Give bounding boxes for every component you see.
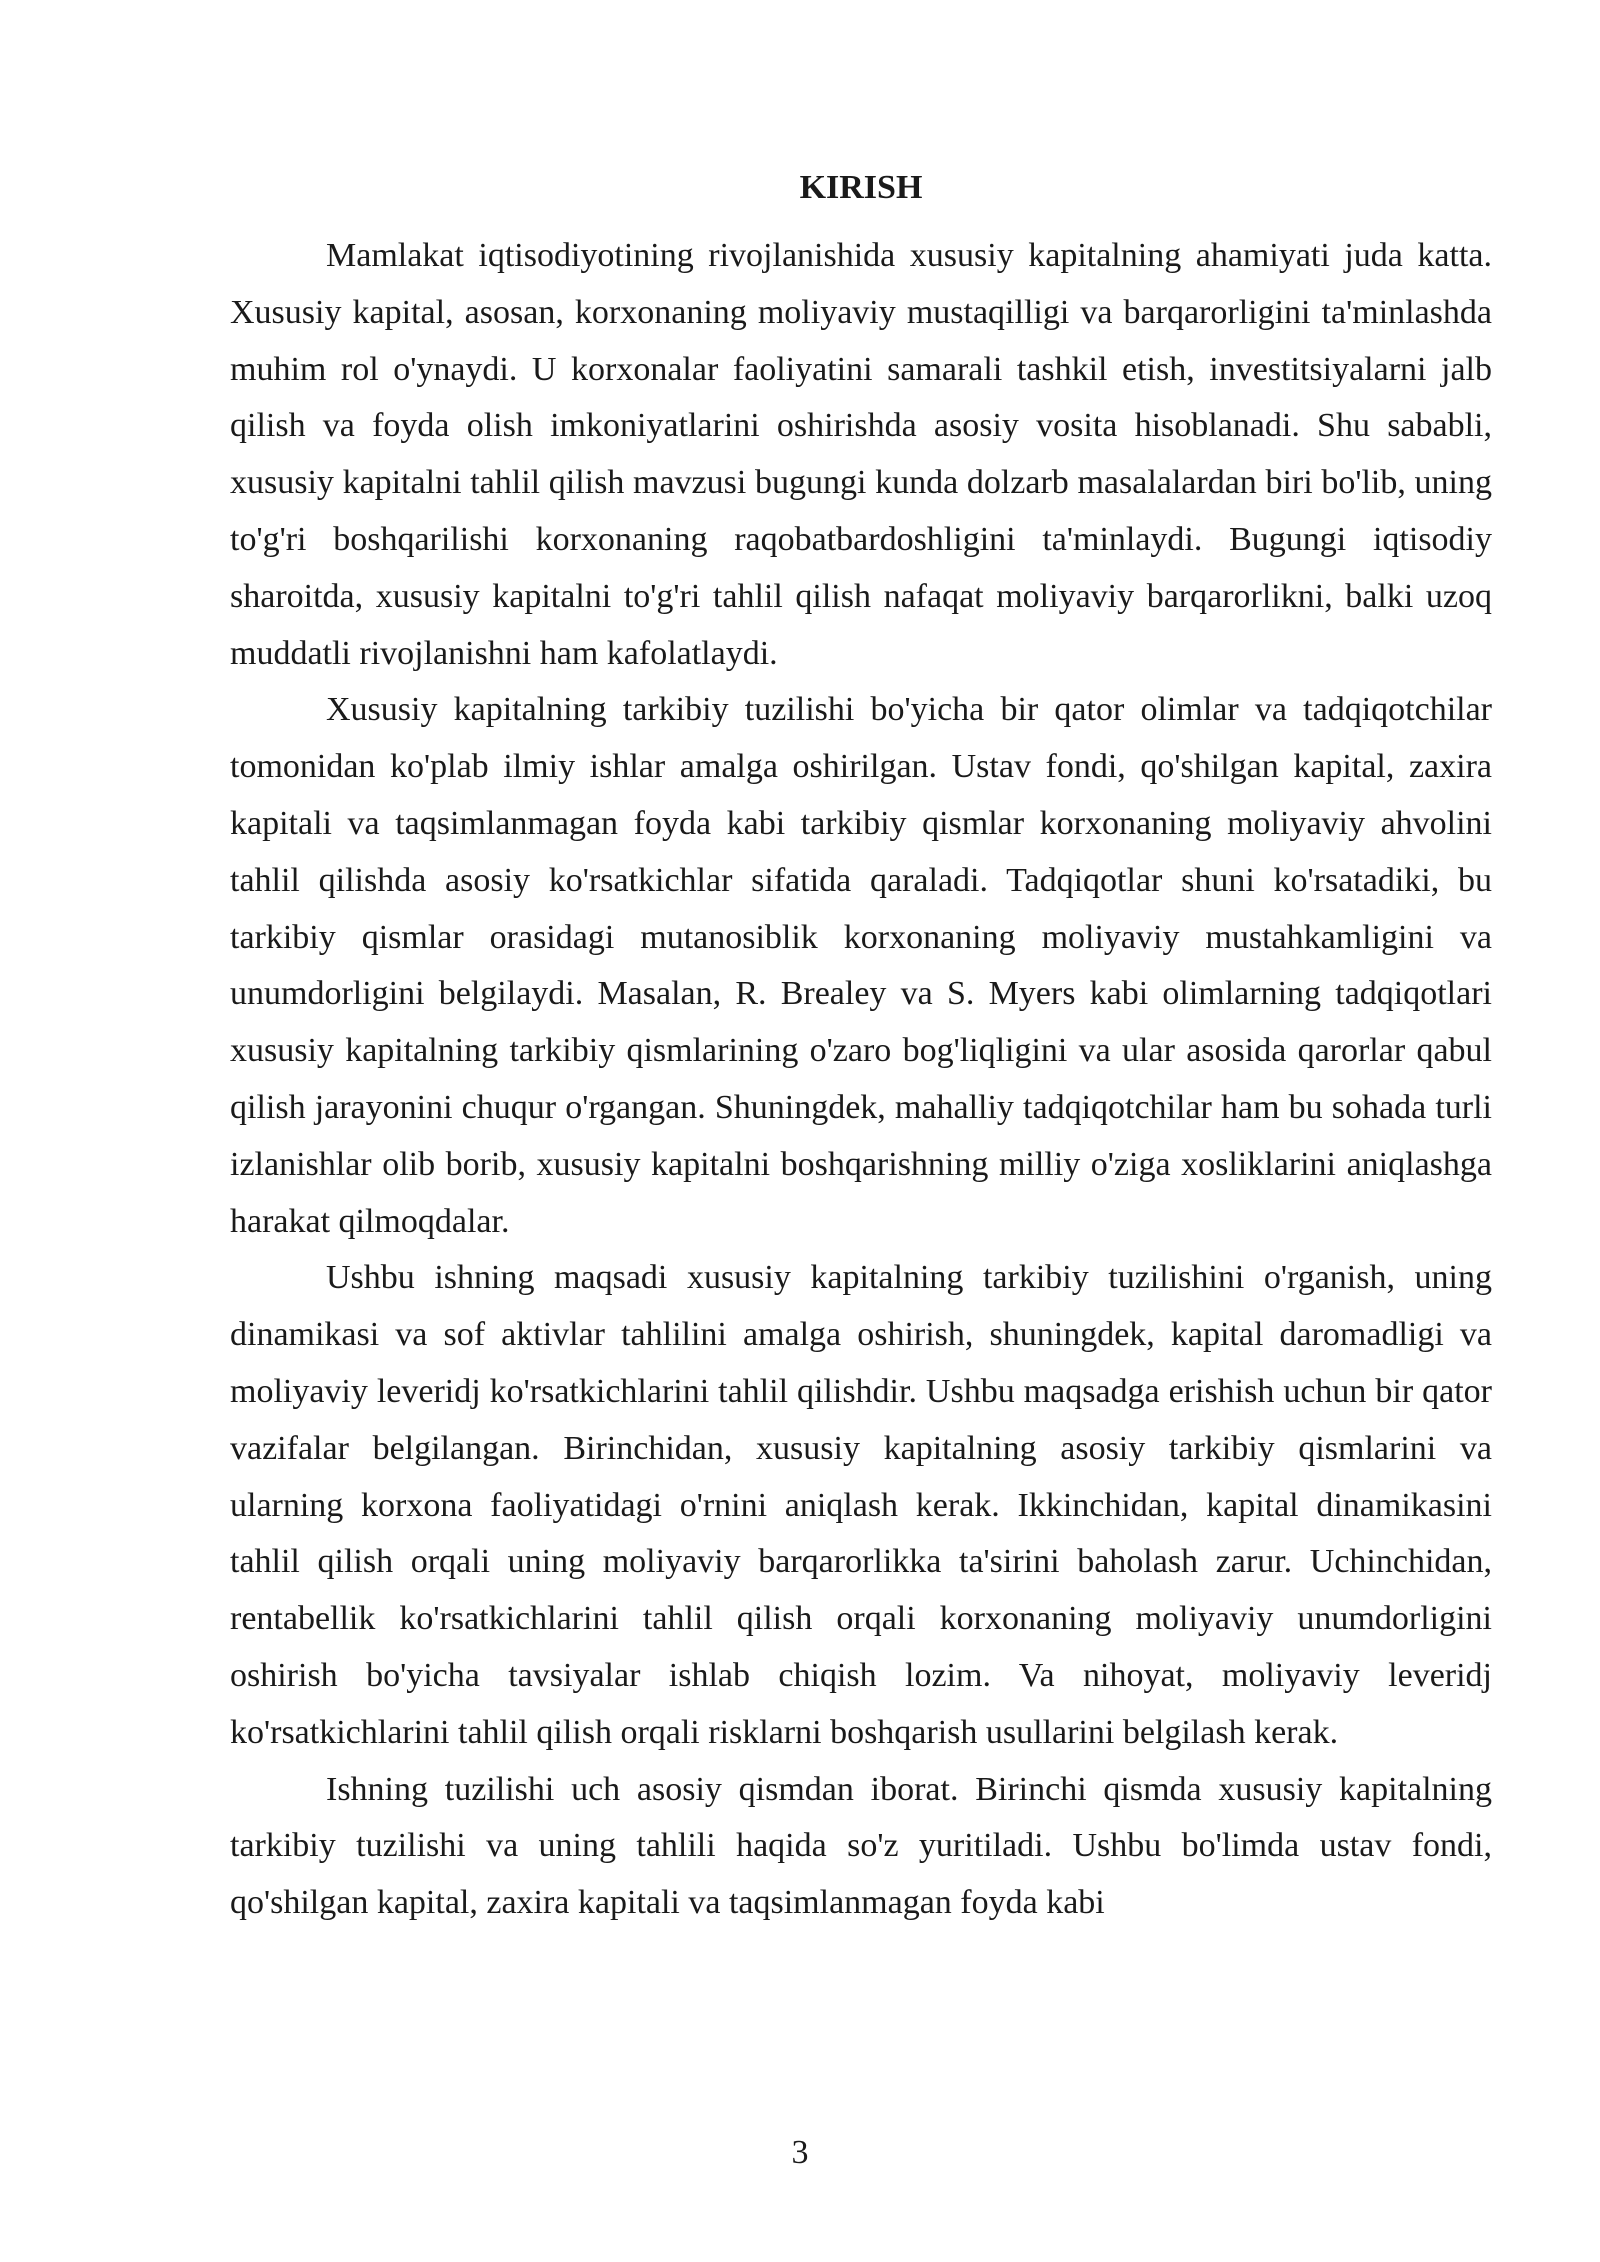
paragraph-2: Xususiy kapitalning tarkibiy tuzilishi bo'yicha bir qator olimlar va tadqiqotchilar tomonidan ko'plab ilmiy ishlar amalga oshirilgan. Ustav fondi, qo'shilgan kapital, zaxira kapitali va taqsimlanmagan foyda kabi tarkibiy qismlar korxonaning moliyaviy ahvolini tahlil qilishda asosiy ko'rsatkichlar sifatida qaraladi. Tadqiqotlar shuni ko'rsatadiki, bu tarkibiy qismlar orasidagi mutanosiblik korxonaning moliyaviy mustahkamligini va unumdorligini belgilaydi. Masalan, R. Brealey va S. Myers kabi olimlarning tadqiqotlari xususiy kapitalning tarkibiy qismlarining o'zaro bog'liqligini va ular asosida qarorlar qabul qilish jarayonini chuqur o'rgangan. Shuningdek, mahalliy tadqiqotchilar ham bu sohada turli izlanishlar olib borib, xususiy kapitalni boshqarishning milliy o'ziga xosliklarini aniqlashga harakat qilmoqdalar. <box>230 691 1492 1240</box>
paragraph-3: Ushbu ishning maqsadi xususiy kapitalning tarkibiy tuzilishini o'rganish, uning dinamikasi va sof aktivlar tahlilini amalga oshirish, shuningdek, kapital daromadligi va moliyaviy leveridj ko'rsatkichlarini tahlil qilishdir. Ushbu maqsadga erishish uchun bir qator vazifalar belgilangan. Birinchidan, xususiy kapitalning asosiy tarkibiy qismlarini va ularning korxona faoliyatidagi o'rnini aniqlash kerak. Ikkinchidan, kapital dinamikasini tahlil qilish orqali uning moliyaviy barqarorlikka ta'sirini baholash zarur. Uchinchidan, rentabellik ko'rsatkichlarini tahlil qilish orqali korxonaning moliyaviy unumdorligini oshirish bo'yicha tavsiyalar ishlab chiqish lozim. Va nihoyat, moliyaviy leveridj ko'rsatkichlarini tahlil qilish orqali risklarni boshqarish usullarini belgilash kerak. <box>230 1259 1492 1751</box>
document-page <box>230 160 1492 1932</box>
section-title: KIRISH <box>799 169 923 206</box>
paragraph-1: Mamlakat iqtisodiyotining rivojlanishida xususiy kapitalning ahamiyati juda katta. Xususiy kapital, asosan, korxonaning moliyaviy mustaqilligi va barqarorligini ta'minlashda muhim rol o'ynaydi. U korxonalar faoliyatini samarali tashkil etish, investitsiyalarni jalb qilish va foyda olish imkoniyatlarini oshirishda asosiy vosita hisoblanadi. Shu sababli, xususiy kapitalni tahlil qilish mavzusi bugungi kunda dolzarb masalalardan biri bo'lib, uning to'g'ri boshqarilishi korxonaning raqobatbardoshligini ta'minlaydi. Bugungi iqtisodiy sharoitda, xususiy kapitalni to'g'ri tahlil qilish nafaqat moliyaviy barqarorlikni, balki uzoq muddatli rivojlanishni ham kafolatlaydi. <box>230 237 1492 672</box>
page-number: 3 <box>791 2134 809 2171</box>
paragraph-4: Ishning tuzilishi uch asosiy qismdan iborat. Birinchi qismda xususiy kapitalning tarkibiy tuzilishi va uning tahlili haqida so'z yuritiladi. Ushbu bo'limda ustav fondi, qo'shilgan kapital, zaxira kapitali va taqsimlanmagan foyda kabi <box>230 1770 1492 1922</box>
